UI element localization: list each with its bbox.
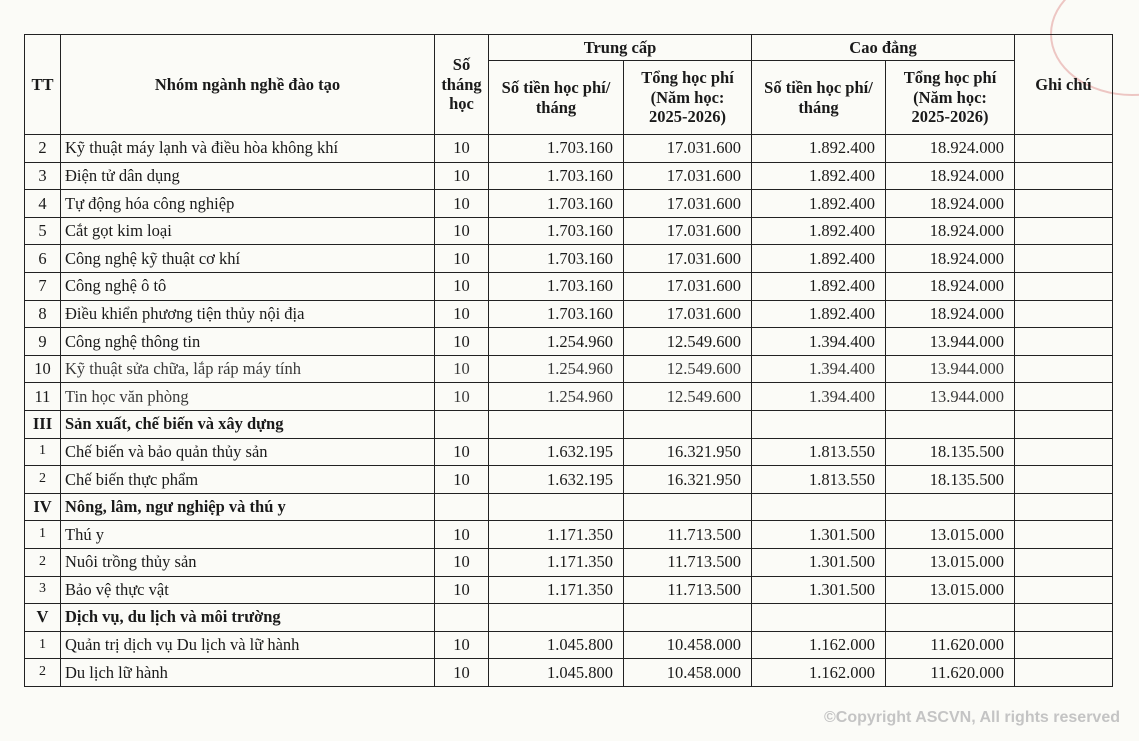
- months-cell: 10: [435, 466, 489, 494]
- table-row: [25, 548, 1113, 576]
- table-row: [25, 300, 1113, 328]
- note-cell: [1015, 300, 1113, 328]
- tc-fee-month-cell: 1.703.160: [489, 245, 624, 273]
- tc-fee-month-cell: 1.254.960: [489, 328, 624, 356]
- row-number-cell: 10: [25, 355, 61, 383]
- tuition-fee-table: [24, 34, 1113, 687]
- row-number-cell: 1: [25, 521, 61, 549]
- tc-fee-month-cell: 1.045.800: [489, 631, 624, 659]
- cd-fee-month-cell: 1.301.500: [752, 548, 886, 576]
- table-row: [25, 631, 1113, 659]
- tc-fee-total-cell: 17.031.600: [624, 162, 752, 190]
- header-cd-fee-month: Số tiền học phí/ tháng: [752, 61, 886, 135]
- empty-cell: [624, 604, 752, 632]
- cd-fee-total-cell: 18.924.000: [886, 272, 1015, 300]
- header-cd-fee-total: Tổng học phí (Năm học: 2025-2026): [886, 61, 1015, 135]
- tc-fee-total-cell: 10.458.000: [624, 659, 752, 687]
- copyright-watermark: ©Copyright ASCVN, All rights reserved: [824, 709, 1120, 726]
- tc-fee-total-cell: 12.549.600: [624, 328, 752, 356]
- cd-fee-total-cell: 18.924.000: [886, 300, 1015, 328]
- row-number-cell: 2: [25, 135, 61, 163]
- tc-fee-month-cell: 1.171.350: [489, 521, 624, 549]
- row-number-cell: 1: [25, 631, 61, 659]
- cd-fee-month-cell: 1.892.400: [752, 217, 886, 245]
- row-number-cell: 3: [25, 576, 61, 604]
- months-cell: 10: [435, 521, 489, 549]
- cd-fee-month-cell: 1.892.400: [752, 190, 886, 218]
- program-name-cell: Quản trị dịch vụ Du lịch và lữ hành: [61, 631, 435, 659]
- tc-fee-total-cell: 12.549.600: [624, 383, 752, 411]
- cd-fee-month-cell: 1.813.550: [752, 466, 886, 494]
- cd-fee-month-cell: 1.892.400: [752, 245, 886, 273]
- table-row: [25, 328, 1113, 356]
- row-number-cell: V: [25, 604, 61, 632]
- row-number-cell: IV: [25, 493, 61, 521]
- months-cell: 10: [435, 272, 489, 300]
- row-number-cell: 4: [25, 190, 61, 218]
- empty-cell: [435, 604, 489, 632]
- cd-fee-total-cell: 18.924.000: [886, 190, 1015, 218]
- tc-fee-total-cell: 11.713.500: [624, 521, 752, 549]
- program-name-cell: Nuôi trồng thủy sản: [61, 548, 435, 576]
- tc-fee-total-cell: 16.321.950: [624, 438, 752, 466]
- tc-fee-total-cell: 10.458.000: [624, 631, 752, 659]
- program-name-cell: Công nghệ ô tô: [61, 272, 435, 300]
- tc-fee-total-cell: 16.321.950: [624, 466, 752, 494]
- section-row: [25, 493, 1113, 521]
- section-row: [25, 410, 1113, 438]
- cd-fee-month-cell: 1.162.000: [752, 631, 886, 659]
- row-number-cell: 5: [25, 217, 61, 245]
- months-cell: 10: [435, 631, 489, 659]
- cd-fee-total-cell: 11.620.000: [886, 659, 1015, 687]
- row-number-cell: III: [25, 410, 61, 438]
- header-note: Ghi chú: [1015, 35, 1113, 135]
- note-cell: [1015, 631, 1113, 659]
- cd-fee-total-cell: 18.924.000: [886, 162, 1015, 190]
- empty-cell: [489, 604, 624, 632]
- months-cell: 10: [435, 355, 489, 383]
- section-title-cell: Dịch vụ, du lịch và môi trường: [61, 604, 435, 632]
- table-row: [25, 576, 1113, 604]
- note-cell: [1015, 162, 1113, 190]
- header-tt: TT: [25, 35, 61, 135]
- note-cell: [1015, 438, 1113, 466]
- months-cell: 10: [435, 659, 489, 687]
- cd-fee-month-cell: 1.301.500: [752, 521, 886, 549]
- note-cell: [1015, 355, 1113, 383]
- empty-cell: [489, 493, 624, 521]
- table-row: [25, 383, 1113, 411]
- tc-fee-month-cell: 1.703.160: [489, 272, 624, 300]
- note-cell: [1015, 548, 1113, 576]
- note-cell: [1015, 328, 1113, 356]
- table-row: [25, 466, 1113, 494]
- row-number-cell: 2: [25, 548, 61, 576]
- months-cell: 10: [435, 438, 489, 466]
- cd-fee-total-cell: 13.015.000: [886, 521, 1015, 549]
- row-number-cell: 1: [25, 438, 61, 466]
- program-name-cell: Kỹ thuật sửa chữa, lắp ráp máy tính: [61, 355, 435, 383]
- table-row: [25, 245, 1113, 273]
- cd-fee-total-cell: 18.135.500: [886, 466, 1015, 494]
- cd-fee-total-cell: 13.015.000: [886, 548, 1015, 576]
- months-cell: 10: [435, 190, 489, 218]
- program-name-cell: Thú y: [61, 521, 435, 549]
- header-trung-cap: Trung cấp: [489, 35, 752, 61]
- cd-fee-month-cell: 1.394.400: [752, 355, 886, 383]
- cd-fee-month-cell: 1.892.400: [752, 300, 886, 328]
- cd-fee-total-cell: 13.944.000: [886, 328, 1015, 356]
- cd-fee-month-cell: 1.162.000: [752, 659, 886, 687]
- tc-fee-month-cell: 1.045.800: [489, 659, 624, 687]
- program-name-cell: Bảo vệ thực vật: [61, 576, 435, 604]
- program-name-cell: Công nghệ thông tin: [61, 328, 435, 356]
- table-body: [25, 135, 1113, 687]
- section-title-cell: Sản xuất, chế biến và xây dựng: [61, 410, 435, 438]
- empty-cell: [1015, 604, 1113, 632]
- months-cell: 10: [435, 135, 489, 163]
- tc-fee-month-cell: 1.171.350: [489, 548, 624, 576]
- empty-cell: [886, 410, 1015, 438]
- section-row: [25, 604, 1113, 632]
- tc-fee-month-cell: 1.703.160: [489, 217, 624, 245]
- program-name-cell: Công nghệ kỹ thuật cơ khí: [61, 245, 435, 273]
- cd-fee-month-cell: 1.892.400: [752, 162, 886, 190]
- program-name-cell: Chế biến thực phẩm: [61, 466, 435, 494]
- table-row: [25, 438, 1113, 466]
- tc-fee-total-cell: 11.713.500: [624, 548, 752, 576]
- table-row: [25, 355, 1113, 383]
- empty-cell: [886, 604, 1015, 632]
- tc-fee-month-cell: 1.632.195: [489, 438, 624, 466]
- tc-fee-month-cell: 1.171.350: [489, 576, 624, 604]
- months-cell: 10: [435, 245, 489, 273]
- tc-fee-month-cell: 1.254.960: [489, 355, 624, 383]
- table-row: [25, 190, 1113, 218]
- note-cell: [1015, 521, 1113, 549]
- header-tc-fee-month: Số tiền học phí/ tháng: [489, 61, 624, 135]
- months-cell: 10: [435, 383, 489, 411]
- row-number-cell: 11: [25, 383, 61, 411]
- tc-fee-month-cell: 1.703.160: [489, 135, 624, 163]
- program-name-cell: Điều khiển phương tiện thủy nội địa: [61, 300, 435, 328]
- row-number-cell: 3: [25, 162, 61, 190]
- row-number-cell: 2: [25, 659, 61, 687]
- months-cell: 10: [435, 548, 489, 576]
- months-cell: 10: [435, 576, 489, 604]
- tc-fee-total-cell: 17.031.600: [624, 135, 752, 163]
- tc-fee-month-cell: 1.632.195: [489, 466, 624, 494]
- tc-fee-total-cell: 11.713.500: [624, 576, 752, 604]
- note-cell: [1015, 272, 1113, 300]
- cd-fee-total-cell: 11.620.000: [886, 631, 1015, 659]
- cd-fee-month-cell: 1.301.500: [752, 576, 886, 604]
- empty-cell: [886, 493, 1015, 521]
- program-name-cell: Điện tử dân dụng: [61, 162, 435, 190]
- program-name-cell: Du lịch lữ hành: [61, 659, 435, 687]
- cd-fee-month-cell: 1.813.550: [752, 438, 886, 466]
- empty-cell: [624, 410, 752, 438]
- cd-fee-total-cell: 18.924.000: [886, 245, 1015, 273]
- table-row: [25, 659, 1113, 687]
- tc-fee-total-cell: 17.031.600: [624, 217, 752, 245]
- row-number-cell: 9: [25, 328, 61, 356]
- note-cell: [1015, 245, 1113, 273]
- cd-fee-total-cell: 18.924.000: [886, 135, 1015, 163]
- program-name-cell: Chế biến và bảo quản thủy sản: [61, 438, 435, 466]
- note-cell: [1015, 135, 1113, 163]
- cd-fee-month-cell: 1.892.400: [752, 272, 886, 300]
- empty-cell: [752, 604, 886, 632]
- empty-cell: [624, 493, 752, 521]
- tc-fee-total-cell: 17.031.600: [624, 272, 752, 300]
- empty-cell: [752, 410, 886, 438]
- row-number-cell: 6: [25, 245, 61, 273]
- empty-cell: [435, 410, 489, 438]
- tc-fee-total-cell: 17.031.600: [624, 300, 752, 328]
- table-row: [25, 162, 1113, 190]
- tc-fee-month-cell: 1.703.160: [489, 162, 624, 190]
- program-name-cell: Kỹ thuật máy lạnh và điều hòa không khí: [61, 135, 435, 163]
- months-cell: 10: [435, 217, 489, 245]
- table-row: [25, 135, 1113, 163]
- note-cell: [1015, 217, 1113, 245]
- note-cell: [1015, 576, 1113, 604]
- empty-cell: [1015, 493, 1113, 521]
- table-row: [25, 217, 1113, 245]
- note-cell: [1015, 659, 1113, 687]
- tc-fee-total-cell: 17.031.600: [624, 190, 752, 218]
- months-cell: 10: [435, 162, 489, 190]
- months-cell: 10: [435, 328, 489, 356]
- empty-cell: [489, 410, 624, 438]
- cd-fee-total-cell: 13.015.000: [886, 576, 1015, 604]
- cd-fee-total-cell: 18.135.500: [886, 438, 1015, 466]
- cd-fee-month-cell: 1.394.400: [752, 383, 886, 411]
- empty-cell: [752, 493, 886, 521]
- empty-cell: [435, 493, 489, 521]
- tc-fee-total-cell: 12.549.600: [624, 355, 752, 383]
- note-cell: [1015, 466, 1113, 494]
- cd-fee-total-cell: 18.924.000: [886, 217, 1015, 245]
- program-name-cell: Tự động hóa công nghiệp: [61, 190, 435, 218]
- cd-fee-month-cell: 1.394.400: [752, 328, 886, 356]
- program-name-cell: Tin học văn phòng: [61, 383, 435, 411]
- tc-fee-total-cell: 17.031.600: [624, 245, 752, 273]
- header-cao-dang: Cao đẳng: [752, 35, 1015, 61]
- section-title-cell: Nông, lâm, ngư nghiệp và thú y: [61, 493, 435, 521]
- header-training-group: Nhóm ngành nghề đào tạo: [61, 35, 435, 135]
- row-number-cell: 2: [25, 466, 61, 494]
- cd-fee-total-cell: 13.944.000: [886, 355, 1015, 383]
- tc-fee-month-cell: 1.703.160: [489, 190, 624, 218]
- row-number-cell: 7: [25, 272, 61, 300]
- row-number-cell: 8: [25, 300, 61, 328]
- program-name-cell: Cắt gọt kim loại: [61, 217, 435, 245]
- months-cell: 10: [435, 300, 489, 328]
- note-cell: [1015, 190, 1113, 218]
- cd-fee-month-cell: 1.892.400: [752, 135, 886, 163]
- header-months: Số tháng học: [435, 35, 489, 135]
- cd-fee-total-cell: 13.944.000: [886, 383, 1015, 411]
- tc-fee-month-cell: 1.254.960: [489, 383, 624, 411]
- note-cell: [1015, 383, 1113, 411]
- header-tc-fee-total: Tổng học phí (Năm học: 2025-2026): [624, 61, 752, 135]
- empty-cell: [1015, 410, 1113, 438]
- table-row: [25, 272, 1113, 300]
- tc-fee-month-cell: 1.703.160: [489, 300, 624, 328]
- table-row: [25, 521, 1113, 549]
